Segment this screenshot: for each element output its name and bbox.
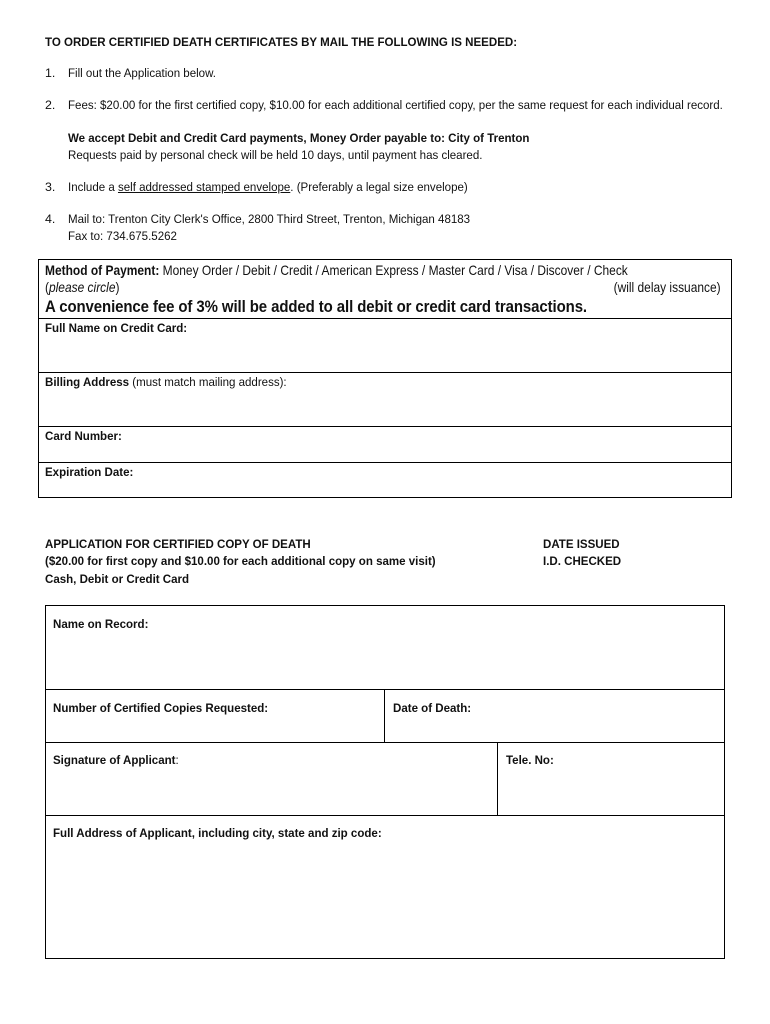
applicant-address-label: Full Address of Applicant, including city, state and zip code: (53, 826, 382, 840)
instruction-fees: Fees: $20.00 for the first certified copy, $10.00 for each additional certified copy, per the same request for each individual record. (68, 98, 723, 112)
envelope-underlined: self addressed stamped envelope (117, 180, 291, 194)
applicant-address-field[interactable] (46, 843, 724, 958)
envelope-suffix: . (Preferably a legal size envelope) (290, 180, 468, 194)
personal-check-note: Requests paid by personal check will be held 10 days, until payment has cleared. (68, 148, 483, 162)
delay-issuance-note: (will delay issuance) (613, 280, 721, 295)
divider (45, 815, 725, 816)
method-of-payment-line (45, 262, 628, 279)
convenience-fee-notice: A convenience fee of 3% will be added to all debit or credit card transactions. (45, 297, 587, 316)
envelope-prefix: Include a (68, 180, 118, 194)
application-payment-types: Cash, Debit or Credit Card (45, 572, 190, 586)
please-circle-note: (please circle) (45, 280, 120, 295)
method-of-payment-options[interactable]: Money Order / Debit / Credit / American Express / Master Card / Visa / Discover / Check (162, 263, 628, 278)
copies-requested-label: Number of Certified Copies Requested: (53, 701, 269, 715)
please-circle-text: please circle (48, 280, 116, 295)
full-name-on-card-label: Full Name on Credit Card: (45, 321, 188, 335)
divider (384, 689, 385, 742)
signature-field[interactable] (46, 770, 497, 814)
fax-number: Fax to: 734.675.5262 (68, 229, 177, 243)
list-number-3: 3. (45, 180, 56, 194)
divider (45, 742, 725, 743)
divider (38, 318, 732, 319)
expiration-date-label: Expiration Date: (45, 465, 134, 479)
instruction-envelope (68, 180, 468, 195)
list-number-2: 2. (45, 98, 56, 112)
divider (38, 462, 732, 463)
name-on-record-field[interactable] (46, 634, 724, 688)
copies-requested-field[interactable] (46, 718, 384, 741)
card-number-field[interactable] (39, 445, 731, 461)
accepted-payments-note: We accept Debit and Credit Card payments, Money Order payable to: City of Trenton (68, 131, 530, 145)
application-title: APPLICATION FOR CERTIFIED COPY OF DEATH (45, 537, 311, 551)
divider (497, 742, 498, 815)
date-issued-label: DATE ISSUED (543, 537, 620, 551)
date-of-death-field[interactable] (386, 718, 724, 741)
date-of-death-label: Date of Death: (393, 701, 472, 715)
telephone-label: Tele. No: (506, 753, 554, 767)
instruction-fill-out: Fill out the Application below. (68, 66, 216, 80)
divider (45, 689, 725, 690)
card-number-label: Card Number: (45, 429, 122, 443)
divider (38, 372, 732, 373)
name-on-record-label: Name on Record: (53, 617, 149, 631)
list-number-4: 4. (45, 212, 56, 226)
billing-address-label: Billing Address (must match mailing address): (45, 375, 287, 389)
expiration-date-field[interactable] (39, 481, 731, 497)
telephone-field[interactable] (499, 770, 724, 814)
page-title: TO ORDER CERTIFIED DEATH CERTIFICATES BY MAIL THE FOLLOWING IS NEEDED: (45, 35, 518, 49)
signature-label: Signature of Applicant: (53, 753, 179, 767)
divider (38, 426, 732, 427)
application-fee-line: ($20.00 for first copy and $10.00 for each additional copy on same visit) (45, 554, 436, 568)
id-checked-label: I.D. CHECKED (543, 554, 622, 568)
list-number-1: 1. (45, 66, 56, 80)
full-name-on-card-field[interactable] (39, 338, 731, 371)
billing-address-field[interactable] (39, 392, 731, 425)
mail-to-address: Mail to: Trenton City Clerk's Office, 2800 Third Street, Trenton, Michigan 48183 (68, 212, 471, 226)
method-of-payment-label: Method of Payment: (45, 263, 160, 278)
